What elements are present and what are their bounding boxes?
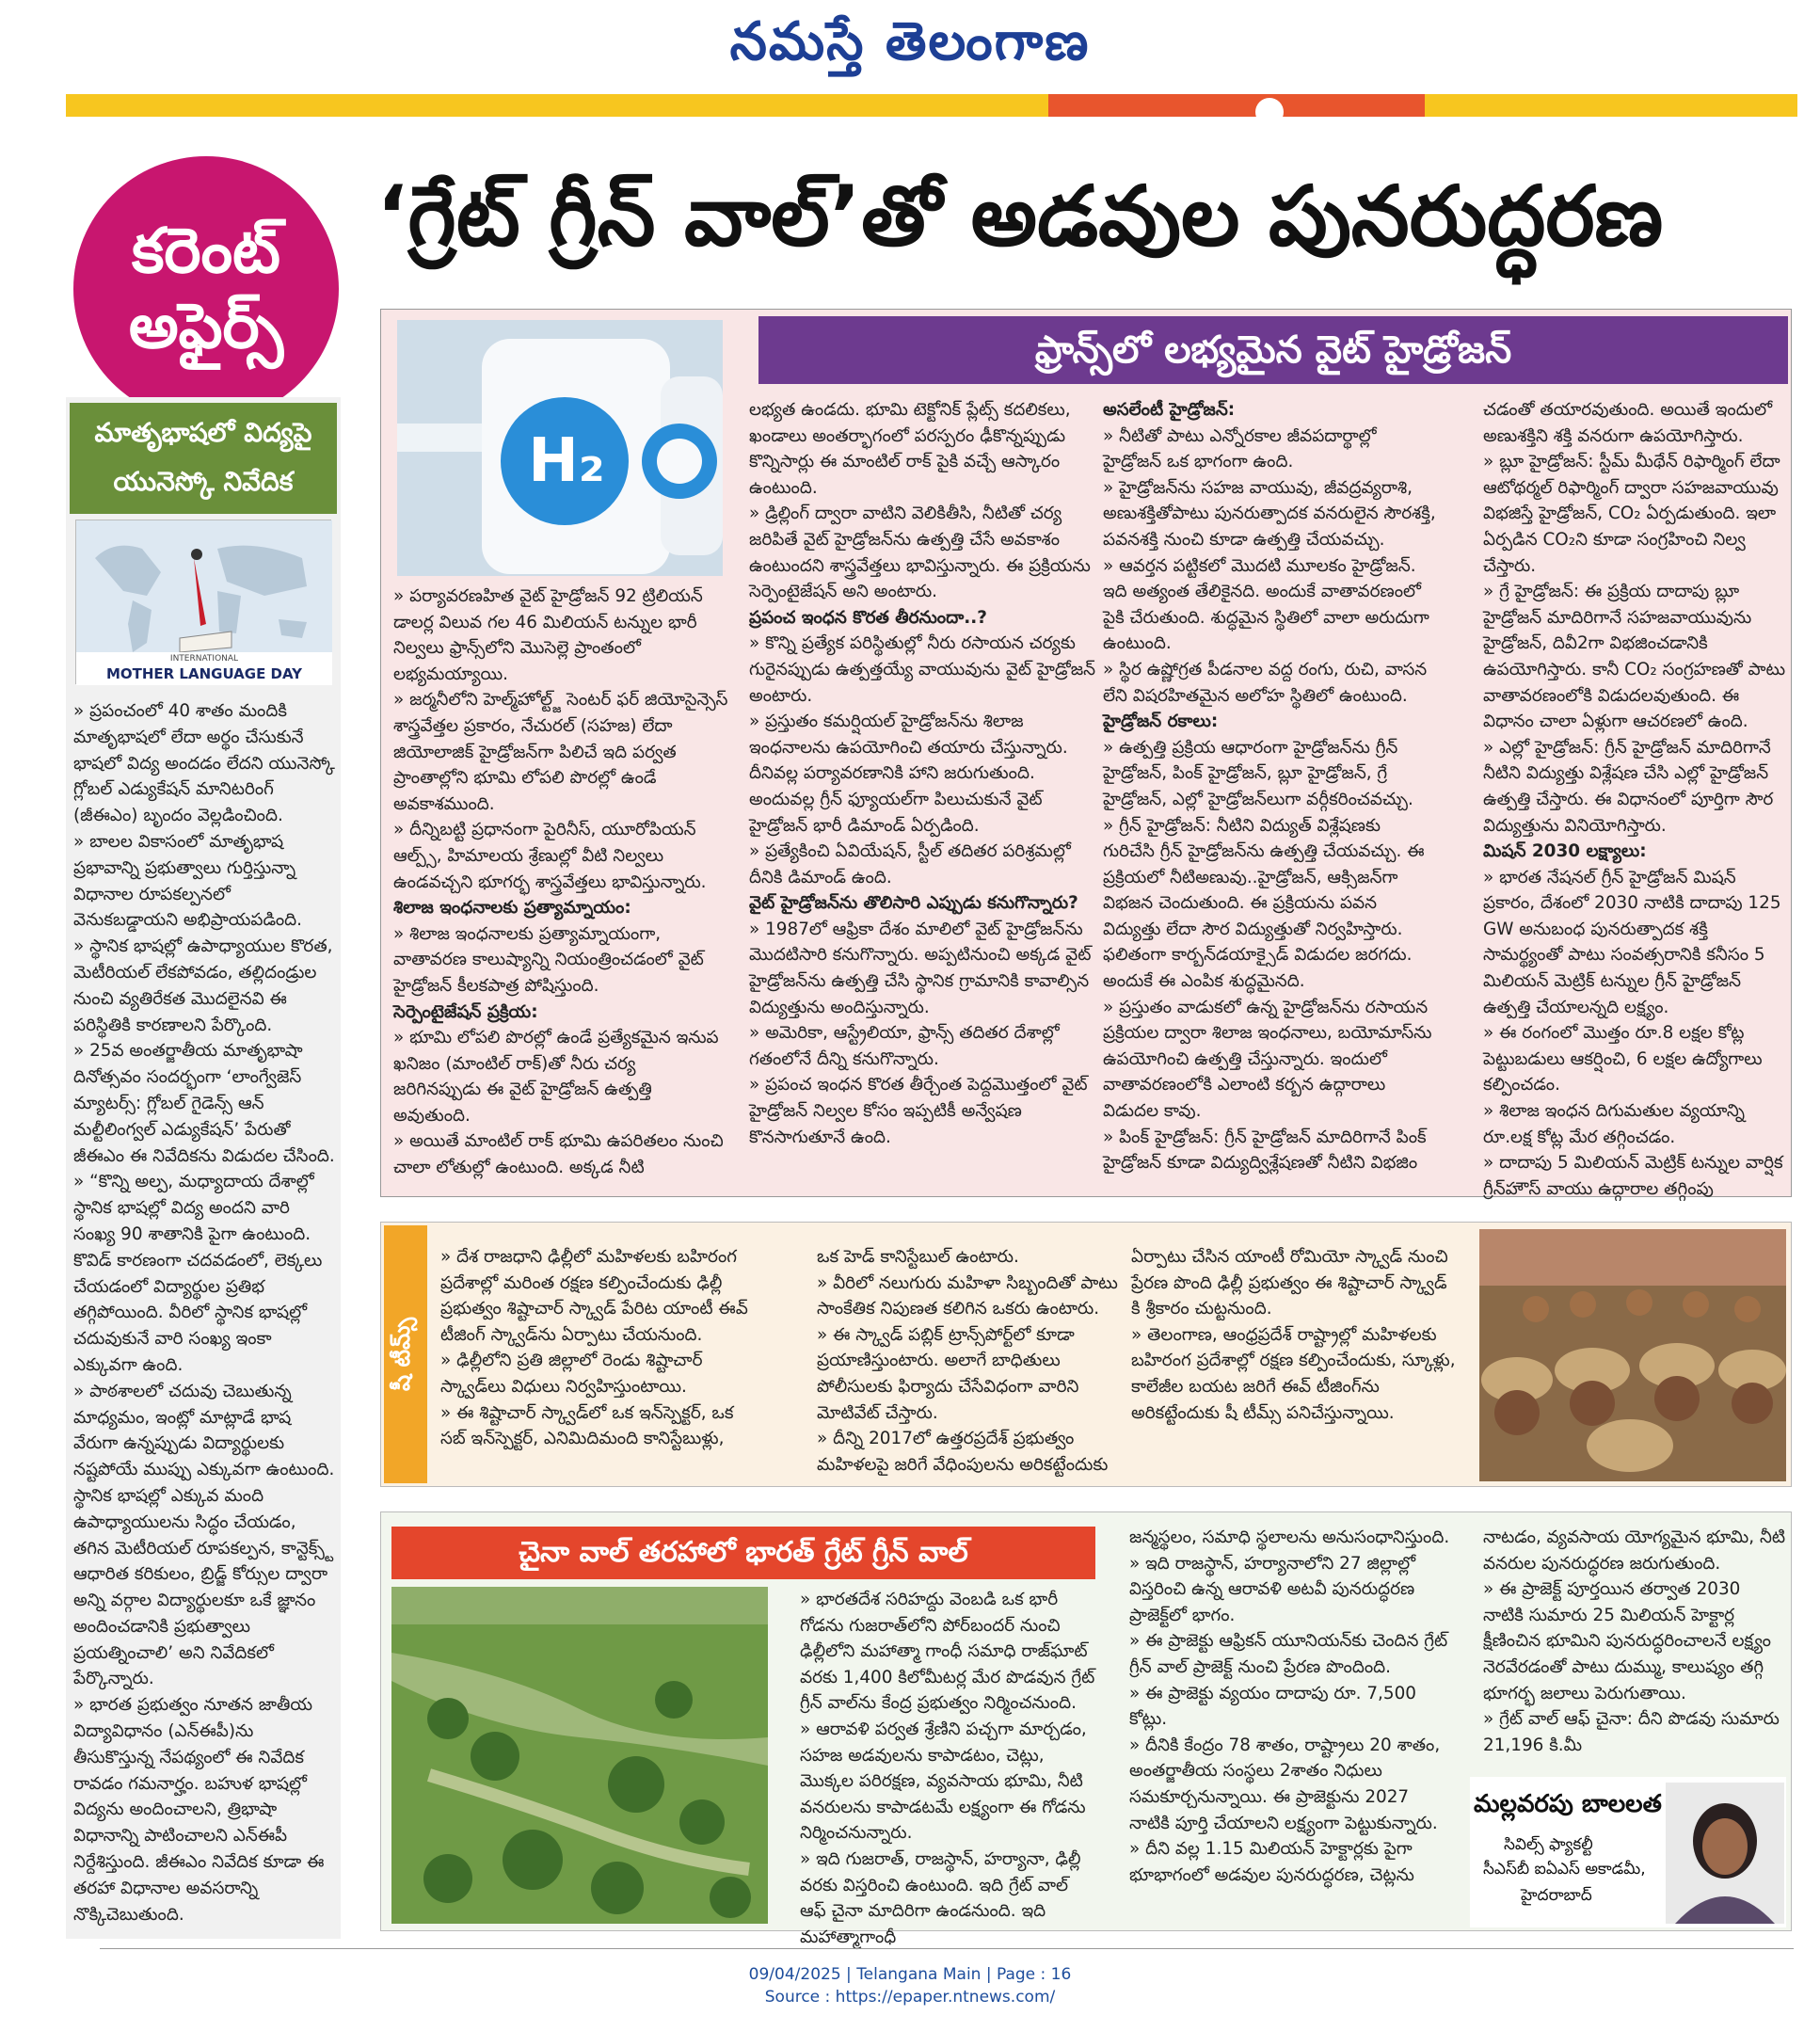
subheading: హైడ్రోజన్ రకాలు: — [1103, 712, 1219, 732]
paragraph: » ప్రస్తుతం కమర్షియల్ హైడ్రోజన్‌ను శిలాజ ఇంధనాలను ఉపయోగించి తయారు చేస్తున్నారు. దీనివల్ల పర్యావరణానికి హాని జరుగుతుంది. అందువల్ల గ్రీన్ ఫ్యూయల్‌గా పిలుచుకునే వైట్ హైడ్రోజన్ భారీ డిమాండ్ ఏర్పడింది. — [749, 712, 1068, 836]
paragraph: » ఈ ప్రాజెక్ట్ పూర్తయిన తర్వాత 2030 నాటికి సుమారు 25 మిలియన్ హెక్టార్ల క్షీణించిన భూమిని పునరుద్ధరించాలనే లక్ష్యం నెరవేరడంతో పాటు దుమ్ము, కాలుష్యం తగ్గి భూగర్భ జలాలు పెరుగుతాయి. — [1483, 1579, 1771, 1703]
paragraph: » పాఠశాలలో చదువు చెబుతున్న మాధ్యమం, ఇంట్లో మాట్లాడే భాష వేరుగా ఉన్నప్పుడు విద్యార్థులకు నష్టపోయే ముప్పు ఎక్కువగా ఉంటుంది. స్థానిక భాషల్లో ఎక్కువ మంది ఉపాధ్యాయులను సిద్ధం చేయడం, తగిన మెటీరియల్ రూపకల్పన, కాన్టెక్స్ట్ ఆధారిత కరికులం, బ్రిడ్జ్ కోర్సుల ద్వారా అన్ని వర్గాల విద్యార్థులకూ ఒకే జ్ఞానం అందించడానికి ప్రభుత్వాలు ప్రయత్నించాలి’ అని నివేదికలో పేర్కొన్నారు. — [73, 1381, 335, 1689]
badge-line-2: అఫైర్స్ — [128, 290, 284, 362]
badge-line-1: కరెంట్ — [131, 215, 280, 287]
paragraph: » ఇది రాజస్థాన్, హర్యానాలోని 27 జిల్లాల్లో విస్తరించి ఉన్న ఆరావళి అటవీ పునరుద్ధరణ ప్రాజెక్ట్‌లో భాగం. — [1129, 1553, 1416, 1625]
paragraph: » దీన్ని 2017లో ఉత్తరప్రదేశ్ ప్రభుత్వం మహిళలపై జరిగే వేధింపులను అరికట్టేందుకు — [817, 1429, 1109, 1475]
hydrogen-column-2 — [749, 397, 1101, 1193]
paragraph: ఒక హెడ్ కానిస్టేబుల్ ఉంటారు. — [817, 1247, 1019, 1267]
author-photo — [1666, 1783, 1784, 1924]
green-wall-column-2 — [1129, 1525, 1453, 1920]
footer-edition-info: 09/04/2025 | Telangana Main | Page : 16 — [748, 1965, 1072, 1984]
subheading: వైట్ హైడ్రోజన్‌ను తొలిసారి ఎప్పుడు కనుగొన్నారు? — [749, 893, 1078, 914]
paragraph: » గ్రీన్ హైడ్రోజన్: నీటిని విద్యుత్ విశ్లేషణకు గురిచేసి గ్రీన్ హైడ్రోజన్‌ను ఉత్పత్తి చేయవచ్చు. ఈ ప్రక్రియలో నీటిఅణువు..హైడ్రోజన్, ఆక్సిజన్‌గా విభజన చెందుతుంది. ఈ ప్రక్రియను పవన విద్యుత్తు లేదా సౌర విద్యుత్తుతో నిర్వహిస్తారు. ఫలితంగా కార్బన్‌డయాక్సైడ్ విడుదల జరగదు. అందుకే ఈ ఎంపిక శుద్ధమైనది. — [1103, 815, 1425, 992]
paragraph: » అయితే మాంటిల్ రాక్ భూమి ఉపరితలం నుంచి చాలా లోతుల్లో ఉంటుంది. అక్కడ నీటి — [393, 1131, 724, 1178]
paragraph: » వీరిలో నలుగురు మహిళా సిబ్బందితో పాటు సాంకేతిక నిపుణత కలిగిన ఒకరు ఉంటారు. — [817, 1272, 1118, 1319]
paragraph: » నీటితో పాటు ఎన్నోరకాల జీవపదార్థాల్లో హైడ్రోజన్ ఒక భాగంగా ఉంది. — [1103, 425, 1377, 472]
footer-source-link[interactable]: Source : https://epaper.ntnews.com/ — [764, 1988, 1056, 2007]
sidebar-heading-line-2: యునెస్కో నివేదిక — [113, 466, 294, 497]
paragraph: » ఢిల్లీలోని ప్రతి జిల్లాలో రెండు శిష్టాచార్ స్క్వాడ్‌లు విధులు నిర్వహిస్తుంటాయి. — [440, 1351, 703, 1397]
great-green-wall-heading: చైనా వాల్ తరహాలో భారత్ గ్రేట్ గ్రీన్ వాల్ — [391, 1527, 1095, 1579]
squad-column-2 — [817, 1244, 1126, 1481]
masthead-logo: నమస్తే తెలంగాణ — [729, 11, 1091, 72]
paragraph: » గ్రే హైడ్రోజన్: ఈ ప్రక్రియ దాదాపు బ్లూ హైడ్రోజన్ మాదిరిగానే సహజవాయువును హైడ్రోజన్, దివీ2గా విభజించడానికి ఉపయోగిస్తారు. కానీ CO₂ సంగ్రహణతో పాటు వాతావరణంలోకి విడుదలవుతుంది. ఈ విధానం చాలా ఏళ్లుగా ఆచరణలో ఉంది. — [1483, 582, 1786, 732]
image-caption-top: INTERNATIONAL — [169, 654, 239, 664]
h2-label: H₂ — [528, 426, 605, 496]
hydrogen-column-4 — [1483, 397, 1786, 1199]
subheading: మిషన్ 2030 లక్ష్యాలు: — [1483, 841, 1647, 862]
paragraph: » ఆవర్తన పట్టికలో మొదటి మూలకం హైడ్రోజన్. ఇది అత్యంత తేలికైనది. అందుకే వాతావరణంలో పైకి చేరుతుంది. శుద్ధమైన స్థితిలో వాలా అరుదుగా ఉంటుంది. — [1103, 555, 1429, 654]
paragraph: ఏర్పాటు చేసిన యాంటీ రోమియో స్క్వాడ్ నుంచి ప్రేరణ పొంది ఢిల్లీ ప్రభుత్వం ఈ శిష్టాచార్ స్క్వాడ్ కి శ్రీకారం చుట్టనుంది. — [1131, 1247, 1448, 1319]
paragraph: » ఈ ప్రాజెక్టు ఆఫ్రికన్ యూనియన్‌కు చెందిన గ్రేట్ గ్రీన్ వాల్ ప్రాజెక్ట్ నుంచి ప్రేరణ పొందింది. — [1129, 1631, 1448, 1677]
subheading: సెర్పెంటైజేషన్ ప్రక్రియ: — [393, 1001, 538, 1022]
footer-divider — [100, 1948, 1794, 1949]
sidebar-article-text — [73, 698, 335, 1927]
page-footer — [0, 1963, 1820, 2008]
image-caption-main: MOTHER LANGUAGE DAY — [105, 665, 303, 682]
paragraph: » తెలంగాణ, ఆంధ్రప్రదేశ్ రాష్ట్రాల్లో మహిళలకు బహిరంగ ప్రదేశాల్లో రక్షణ కల్పించేందుకు, స్కూళ్లు, కాలేజీల బయట జరిగే ఈవ్ టీజింగ్‌ను అరికట్టేందుకు షీ టీమ్స్ పనిచేస్తున్నాయి. — [1131, 1324, 1456, 1423]
header-color-bar — [66, 94, 1797, 117]
green-wall-column-3 — [1483, 1525, 1786, 1769]
paragraph: » హైడ్రోజన్‌ను సహజ వాయువు, జీవద్రవ్యరాశి, అణుశక్తితోపాటు పునరుత్పాదక వనరులైన సౌరశక్తి, పవనశక్తి నుంచి కూడా ఉత్పత్తి చేయవచ్చు. — [1103, 477, 1436, 550]
paragraph: లభ్యత ఉండదు. భూమి టెక్టోనిక్ ప్లేట్స్ కదలికలు, ఖండాలు అంతర్భాగంలో పరస్పరం ఢీకొన్నప్పుడు కొన్నిసార్లు ఈ మాంటిల్ రాక్ పైకి వచ్చే ఆస్కారం ఉంటుంది. — [749, 400, 1071, 498]
author-city: హైదరాబాద్ — [1521, 1886, 1592, 1905]
police-officers-image — [1479, 1229, 1786, 1481]
paragraph: » ఈ ప్రాజెక్టు వ్యయం దాదాపు రూ. 7,500 కోట్లు. — [1129, 1683, 1416, 1730]
hydrogen-tank-image — [397, 320, 723, 576]
paragraph: » స్థిర ఉష్ణోగ్రత పీడనాల వద్ద రంగు, రుచి, వాసన లేని విషరహితమైన అలోహ స్థితిలో ఉంటుంది. — [1103, 659, 1428, 706]
white-hydrogen-heading: ఫ్రాన్స్‌లో లభ్యమైన వైట్ హైడ్రోజన్ — [758, 316, 1788, 384]
paragraph: » గ్రేట్ వాల్ ఆఫ్ చైనా: దీని పొడవు సుమారు 21,196 కి.మీ — [1483, 1709, 1780, 1755]
forest-aerial-image — [391, 1587, 768, 1924]
paragraph: » 25వ అంతర్జాతీయ మాతృభాషా దినోత్సవం సందర్భంగా ‘లాంగ్వేజెస్ మ్యాటర్స్: గ్లోబల్ గైడెన్స్ ఆన్ మల్టీలింగ్వల్ ఎడ్యుకేషన్’ పేరుతో జీఈఎం ఈ నివేదికను విడుదల చేసింది. — [73, 1041, 335, 1166]
paragraph: » ఇది గుజరాత్, రాజస్థాన్, హర్యానా, ఢిల్లీ వరకు విస్తరించి ఉంటుంది. ఇది గ్రేట్ వాల్ ఆఫ్ చైనా మాదిరిగా ఉండనుంది. ఇది మహాత్మాగాంధీ — [800, 1848, 1081, 1947]
paragraph: » భారత నేషనల్ గ్రీన్ హైడ్రోజన్ మిషన్ ప్రకారం, దేశంలో 2030 నాటికి దాదాపు 125 GW అనుబంధ పునరుత్పాదక శక్తి సామర్థ్యంతో పాటు సంవత్సరానికి కనీసం 5 మిలియన్ మెట్రిక్ టన్నుల గ్రీన్ హైడ్రోజన్ ఉత్పత్తి చేయాలన్నది లక్ష్యం. — [1483, 867, 1781, 1017]
paragraph: » ఈ రంగంలో మొత్తం రూ.8 లక్షల కోట్ల పెట్టుబడులు ఆకర్షించి, 6 లక్షల ఉద్యోగాలు కల్పించడం. — [1483, 1023, 1763, 1095]
paragraph: » శిలాజ ఇంధన దిగుమతుల వ్యయాన్ని రూ.లక్ష కోట్ల మేర తగ్గించడం. — [1483, 1101, 1746, 1147]
paragraph: » “కొన్ని అల్ప, మధ్యాదాయ దేశాల్లో స్థానిక భాషల్లో విద్య అందని వారి సంఖ్య 90 శాతానికి పైగా ఉంటుంది. కొవిడ్ కారణంగా చదవడంలో, లెక్కలు చేయడంలో విద్యార్థుల ప్రతిభ తగ్గిపోయింది. వీరిలో స్థానిక భాషల్లో చదువుకునే వారి సంఖ్య ఇంకా ఎక్కువగా ఉంది. — [73, 1172, 323, 1375]
paragraph: » 1987లో ఆఫ్రికా దేశం మాలిలో వైట్ హైడ్రోజన్‌ను మొదటిసారి కనుగొన్నారు. అప్పటినుంచి అక్కడ వైట్ హైడ్రోజన్‌ను ఉత్పత్తి చేసి స్థానిక గ్రామానికి కావాల్సిన విద్యుత్తును అందిస్తున్నారు. — [749, 919, 1092, 1017]
paragraph: » దేశ రాజధాని ఢిల్లీలో మహిళలకు బహిరంగ ప్రదేశాల్లో మరింత రక్షణ కల్పించేందుకు ఢిల్లీ ప్రభుత్వం శిష్టాచార్ స్క్వాడ్ పేరిట యాంటీ ఈవ్ టీజింగ్ స్క్వాడ్‌ను ఏర్పాటు చేయనుంది. — [440, 1247, 748, 1345]
squad-column-1 — [440, 1244, 760, 1481]
paragraph: » దీన్నిబట్టి ప్రధానంగా పైరినీస్, యూరోపియన్ ఆల్ప్స్, హిమాలయ శ్రేణుల్లో వీటి నిల్వలు ఉండవచ్చని భూగర్భ శాస్త్రవేత్తలు భావిస్తున్నారు. — [393, 820, 707, 892]
paragraph: » ఉత్పత్తి ప్రక్రియ ఆధారంగా హైడ్రోజన్‌ను గ్రీన్ హైడ్రోజన్, పింక్ హైడ్రోజన్, బ్లూ హైడ్రోజన్, గ్రే హైడ్రోజన్, ఎల్లో హైడ్రోజన్‌లుగా వర్గీకరించవచ్చు. — [1103, 737, 1413, 809]
paragraph: » అమెరికా, ఆస్ట్రేలియా, ఫ్రాన్స్ తదితర దేశాల్లో గతంలోనే దీన్ని కనుగొన్నారు. — [749, 1023, 1060, 1069]
sidebar-heading-line-1: మాతృభాషలో విద్యపై — [94, 417, 312, 448]
current-affairs-badge — [73, 156, 339, 422]
section-side-label: షీ టీమ్స్ — [389, 1317, 415, 1392]
paragraph: » ప్రస్తుతం వాడుకలో ఉన్న హైడ్రోజన్‌ను రసాయన ప్రక్రియల ద్వారా శిలాజ ఇంధనాలు, బయోమాస్‌ను ఉపయోగించి ఉత్పత్తి చేస్తున్నారు. ఇందులో వాతావరణంలోకి ఎలాంటి కర్బన ఉద్గారాలు విడుదల కావు. — [1103, 997, 1432, 1122]
paragraph: » పింక్ హైడ్రోజన్: గ్రీన్ హైడ్రోజన్ మాదిరిగానే పింక్ హైడ్రోజన్ కూడా విద్యుద్విశ్లేషణతో నీటిని విభజిం — [1103, 1127, 1427, 1174]
hydrogen-column-3 — [1103, 397, 1436, 1193]
paragraph: » స్థానిక భాషల్లో ఉపాధ్యాయుల కొరత, మెటీరియల్ లేకపోవడం, తల్లిదండ్రుల నుంచి వ్యతిరేకత మొదలైనవి ఈ పరిస్థితికి కారణాలని పేర్కొంది. — [73, 936, 333, 1035]
subheading: అసలేంటీ హైడ్రోజన్: — [1103, 400, 1236, 420]
paragraph: » ఎల్లో హైడ్రోజన్: గ్రీన్ హైడ్రోజన్ మాదిరిగానే నీటిని విద్యుత్తు విశ్లేషణ చేసి ఎల్లో హైడ్రోజన్ ఉత్పత్తి చేస్తారు. ఈ విధానంలో పూర్తిగా సౌర విద్యుత్తును వినియోగిస్తారు. — [1483, 737, 1774, 836]
paragraph: » ఆరావళి పర్వత శ్రేణిని పచ్చగా మార్చడం, సహజ అడవులను కాపాడటం, చెట్లు, మొక్కల పరిరక్షణ, వ్యవసాయ భూమి, నీటి వనరులను కాపాడటమే లక్ష్యంగా ఈ గోడను నిర్మించనున్నారు. — [800, 1719, 1087, 1844]
paragraph: » జర్మనీలోని హెల్మ్‌హోల్ట్జ్ సెంటర్ ఫర్ జియోసైన్సెస్ శాస్త్రవేత్తల ప్రకారం, నేచురల్ (సహజ) లేదా జియోలాజిక్ హైడ్రోజన్‌గా పిలిచే ఇది పర్వత ప్రాంతాల్లోని భూమి లోపలి పొరల్లో ఉండే అవకాశముంది. — [393, 690, 728, 814]
paragraph: జన్మస్థలం, సమాధి స్థలాలను అనుసంధానిస్తుంది. — [1129, 1527, 1450, 1547]
paragraph: » దాదాపు 5 మిలియన్ మెట్రిక్ టన్నుల వార్షిక గ్రీన్‌హౌస్ వాయు ఉద్గారాల తగ్గింపు — [1483, 1153, 1783, 1199]
author-name: మల్లవరపు బాలలత — [1474, 1790, 1662, 1818]
author-organization: సీఎస్‌బీ ఐఏఎస్ అకాడమీ, — [1483, 1860, 1646, 1879]
paragraph: » బాలల వికాసంలో మాతృభాష ప్రభావాన్ని ప్రభుత్వాలు గుర్తిస్తున్నా విధానాల రూపకల్పనలో వెనుకబడ్డాయని అభిప్రాయపడింది. — [73, 831, 302, 931]
paragraph: చడంతో తయారవుతుంది. అయితే ఇందులో అణుశక్తిని శక్తి వనరుగా ఉపయోగిస్తారు. — [1483, 400, 1773, 446]
paragraph: » ప్రపంచ ఇంధన కొరత తీర్చేంత పెద్దమొత్తంలో వైట్ హైడ్రోజన్ నిల్వల కోసం ఇప్పటికీ అన్వేషణ కొనసాగుతూనే ఉంది. — [749, 1075, 1088, 1147]
paragraph: » ప్రపంచంలో 40 శాతం మందికి మాతృభాషలో లేదా అర్థం చేసుకునే భాషలో విద్య అందడం లేదని యునెస్కో గ్లోబల్ ఎడ్యుకేషన్ మానిటరింగ్ (జీఈఎం) బృందం వెల్లడించింది. — [73, 701, 335, 826]
paragraph: » దీని వల్ల 1.15 మిలియన్ హెక్టార్లకు పైగా భూభాగంలో అడవుల పునరుద్ధరణ, చెట్లను — [1129, 1839, 1414, 1885]
paragraph: » పర్యావరణహిత వైట్ హైడ్రోజన్ 92 ట్రిలియన్ డాలర్ల విలువ గల 46 మిలియన్ టన్నుల భారీ నిల్వలు ఫ్రాన్స్‌లోని మొసెల్లె ప్రాంతంలో లభ్యమయ్యాయి. — [393, 586, 703, 684]
paragraph: » భారతదేశ సరిహద్దు వెంబడి ఒక భారీ గోడను గుజరాత్‌లోని పోర్‌బందర్ నుంచి ఢిల్లీలోని మహాత్మా గాంధీ సమాధి రాజ్‌ఘాట్ వరకు 1,400 కిలోమీటర్ల మేర పొడవున గ్రేట్ గ్రీన్ వాల్‌ను కేంద్ర ప్రభుత్వం నిర్మించనుంది. — [800, 1590, 1095, 1714]
green-wall-column-1 — [800, 1587, 1095, 1947]
mother-language-day-image — [75, 520, 331, 684]
page-headline: ‘గ్రేట్ గ్రీన్ వాల్’తో అడవుల పునరుద్ధరణ — [376, 168, 1664, 264]
hydrogen-column-1 — [393, 584, 728, 1193]
subheading: శిలాజ ఇంధనాలకు ప్రత్యామ్నాయం: — [393, 898, 631, 919]
paragraph: » బ్లూ హైడ్రోజన్: స్టీమ్ మీథేన్ రిఫార్మింగ్ లేదా ఆటోథర్మల్ రిఫార్మింగ్ ద్వారా సహజవాయువు విభజిస్తే హైడ్రోజన్, CO₂ ఏర్పడుతుంది. ఇలా ఏర్పడిన CO₂ని కూడా సంగ్రహించి నిల్వ చేస్తారు. — [1483, 452, 1780, 576]
paragraph: » శిలాజ ఇంధనాలకు ప్రత్యామ్నాయంగా, వాతావరణ కాలుష్యాన్ని నియంత్రించడంలో వైట్ హైడ్రోజన్ కీలకపాత్ర పోషిస్తుంది. — [393, 923, 704, 996]
author-role: సివిల్స్ ఫ్యాకల్టీ — [1504, 1835, 1593, 1854]
paragraph: » డ్రిల్లింగ్ ద్వారా వాటిని వెలికితీసి, నీటితో చర్య జరిపితే వైట్ హైడ్రోజన్‌ను ఉత్పత్తి చేసే అవకాశం ఉంటుందని శాస్త్రవేత్తలు భావిస్తున్నారు. ఈ ప్రక్రియను సెర్పెంటైజేషన్ అని అంటారు. — [749, 504, 1091, 602]
squad-column-3 — [1131, 1244, 1457, 1481]
paragraph: » ప్రత్యేకించి ఏవియేషన్, స్టీల్ తదితర పరిశ్రమల్లో దీనికి డిమాండ్ ఉంది. — [749, 841, 1071, 888]
paragraph: » కొన్ని ప్రత్యేక పరిస్థితుల్లో నీరు రసాయన చర్యకు గురైనప్పుడు ఉత్పత్తయ్యే వాయువును వైట్ హైడ్రోజన్ అంటారు. — [749, 633, 1096, 706]
sidebar-heading — [70, 403, 337, 514]
paragraph: » ఈ స్క్వాడ్ పబ్లిక్ ట్రాన్స్‌పోర్ట్‌లో కూడా ప్రయాణిస్తుంటారు. అలాగే బాధితులు పోలీసులకు ఫిర్యాదు చేసేవిధంగా వారిని మోటివేట్ చేస్తారు. — [817, 1324, 1079, 1423]
paragraph: » ఈ శిష్టాచార్ స్క్వాడ్‌లో ఒక ఇన్‌స్పెక్టర్, ఒక సబ్ ఇన్‌స్పెక్టర్, ఎనిమిదిమంది కానిస్టేబుళ్లు, — [440, 1402, 734, 1449]
paragraph: » భూమి లోపలి పొరల్లో ఉండే ప్రత్యేకమైన ఇనుప ఖనిజం (మాంటిల్ రాక్)తో నీరు చర్య జరిగినప్పుడు ఈ వైట్ హైడ్రోజన్ ఉత్పత్తి అవుతుంది. — [393, 1028, 719, 1126]
paragraph: నాటడం, వ్యవసాయ యోగ్యమైన భూమి, నీటి వనరుల పునరుద్ధరణ జరుగుతుంది. — [1483, 1527, 1786, 1574]
paragraph: » భారత ప్రభుత్వం నూతన జాతీయ విద్యావిధానం (ఎన్ఈపీ)ను తీసుకొస్తున్న నేపథ్యంలో ఈ నివేదిక రావడం గమనార్హం. బహుళ భాషల్లో విద్యను అందించాలని, త్రిభాషా విధానాన్ని పాటించాలని ఎన్ఈపీ నిర్దేశిస్తుంది. జీఈఎం నివేదిక కూడా ఈ తరహా విధానాల అవసరాన్ని నొక్కిచెబుతుంది. — [73, 1695, 325, 1925]
paragraph: » దీనికి కేంద్రం 78 శాతం, రాష్ట్రాలు 20 శాతం, అంతర్జాతీయ సంస్థలు 2శాతం నిధులు సమకూర్చనున్నాయి. ఈ ప్రాజెక్టును 2027 నాటికి పూర్తి చేయాలని లక్ష్యంగా పెట్టుకున్నారు. — [1129, 1735, 1441, 1833]
subheading: ప్రపంచ ఇంధన కొరత తీరనుందా..? — [749, 607, 987, 628]
